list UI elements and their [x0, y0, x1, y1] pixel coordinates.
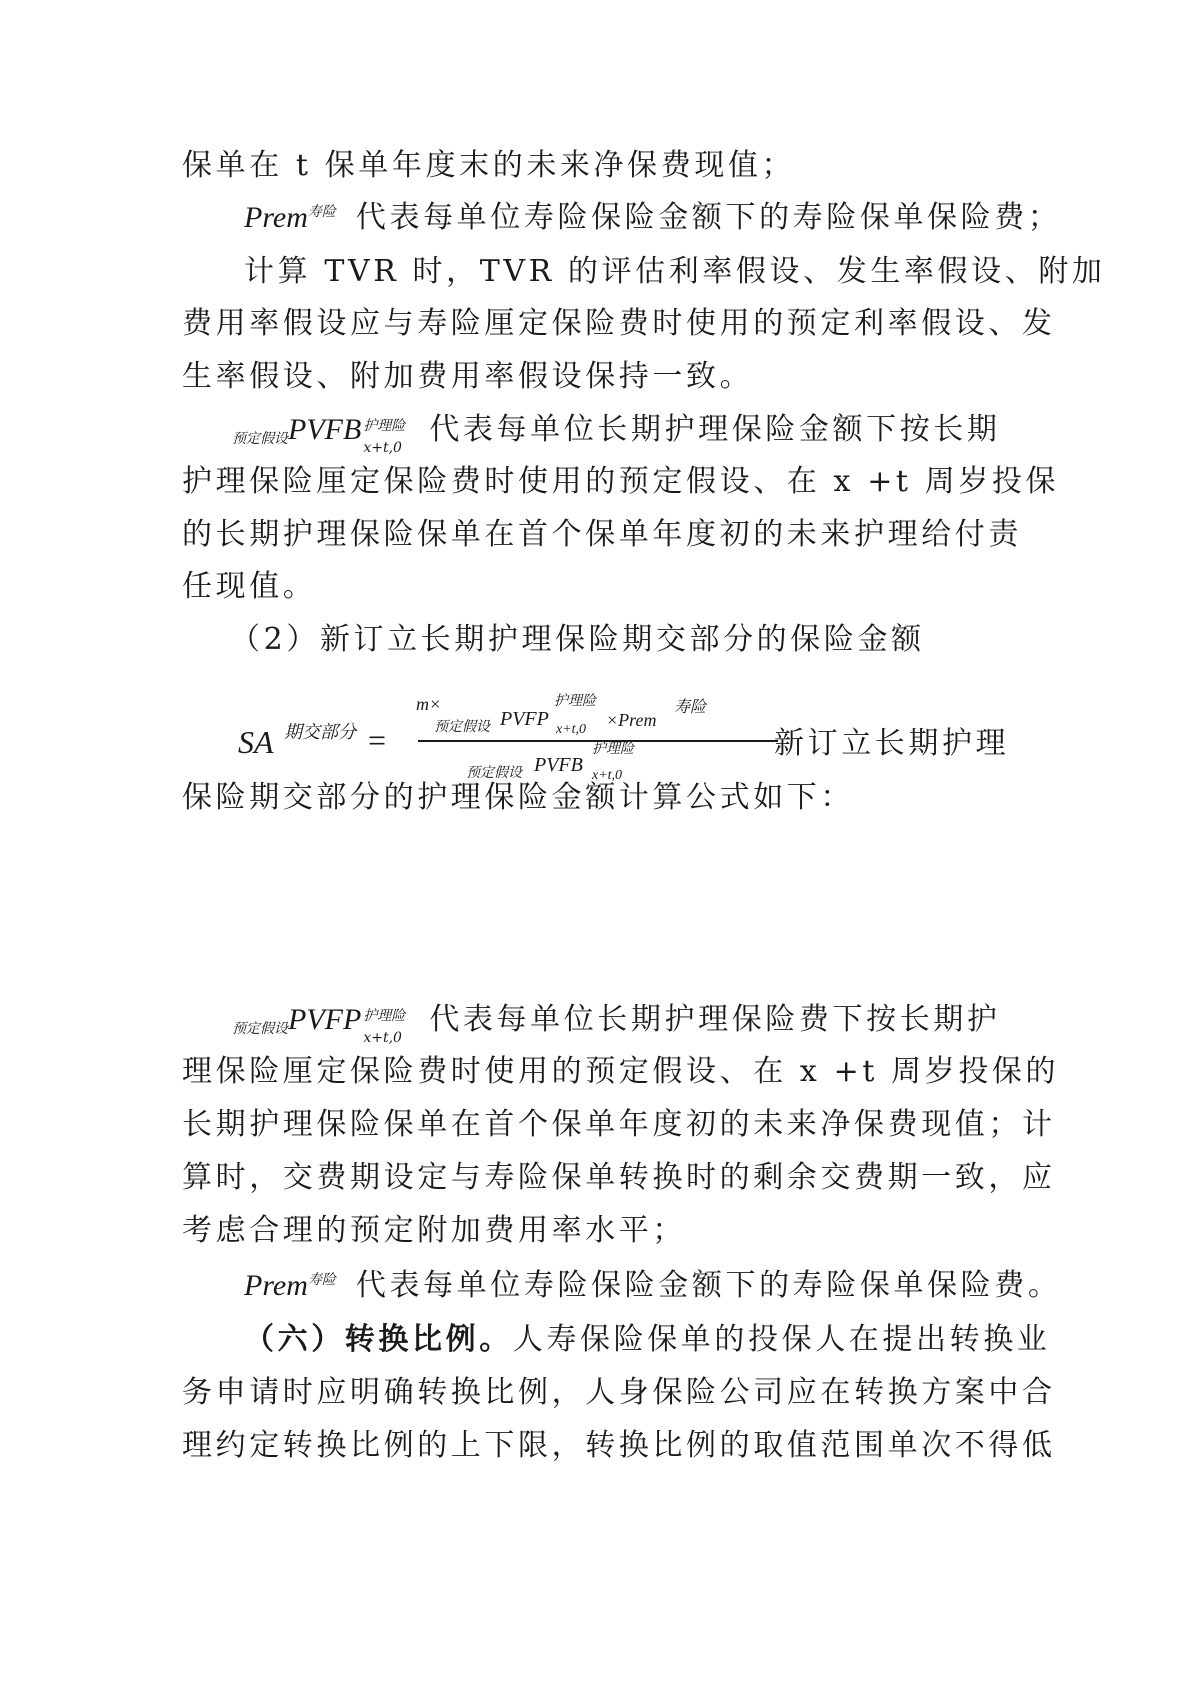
pvfp-subscript: x+t,0: [363, 1030, 402, 1046]
text-line: 计算 TVR 时，TVR 的评估利率假设、发生率假设、附加: [244, 254, 1106, 289]
prem-definition-2: [244, 1266, 1061, 1306]
text-line: 护理保险厘定保险费时使用的预定假设、在 x +t 周岁投保: [182, 464, 1060, 499]
formula-den-prefix: 预定假设: [466, 766, 522, 781]
formula-num-symbol: PVFP: [500, 708, 549, 730]
pvfb-description: 代表每单位长期护理保险金额下按长期: [429, 412, 1001, 447]
formula-num-m: m×: [416, 694, 442, 714]
text-line: 理保险厘定保险费时使用的预定假设、在 x +t 周岁投保的: [182, 1054, 1060, 1089]
sa-formula: [238, 686, 768, 784]
text-line: 算时，交费期设定与寿险保单转换时的剩余交费期一致，应: [182, 1160, 1056, 1195]
formula-lhs-superscript: 期交部分: [284, 722, 356, 742]
prem-superscript: 寿险: [307, 204, 336, 220]
pvfb-superscript: 护理险: [363, 418, 406, 434]
prem-symbol: Prem: [244, 1269, 308, 1302]
pvfp-description: 代表每单位长期护理保险费下按长期护: [429, 1002, 1001, 1037]
prem-superscript: 寿险: [307, 1272, 336, 1288]
text-line: 任现值。: [182, 569, 317, 604]
text-line: 务申请时应明确转换比例，人身保险公司应在转换方案中合: [182, 1375, 1056, 1410]
formula-den-symbol: PVFB: [534, 754, 583, 776]
text-line: 新订立长期护理: [774, 726, 1010, 761]
pvfb-symbol: PVFB: [288, 413, 362, 446]
formula-equals: =: [368, 722, 387, 758]
formula-den-superscript: 护理险: [592, 742, 634, 757]
pvfp-symbol: PVFP: [288, 1003, 362, 1036]
text-line: 考虑合理的预定附加费用率水平；: [182, 1213, 686, 1248]
formula-num-prem-superscript: 寿险: [674, 699, 707, 716]
text-line: 理约定转换比例的上下限，转换比例的取值范围单次不得低: [182, 1428, 1056, 1463]
text-line: 保单在 t 保单年度末的未来净保费现值；: [182, 148, 796, 183]
text-line: 费用率假设应与寿险厘定保险费时使用的预定利率假设、发: [182, 306, 1056, 341]
pvfb-prefix: 预定假设: [232, 431, 288, 447]
text-line: 长期护理保险保单在首个保单年度初的未来净保费现值；计: [182, 1107, 1056, 1142]
pvfp-prefix: 预定假设: [232, 1021, 288, 1037]
pvfp-definition: [232, 1000, 1001, 1049]
prem-definition: [244, 198, 1061, 238]
section-heading: （2）新订立长期护理保险期交部分的保险金额: [230, 622, 925, 657]
section-6-text: 人寿保险保单的投保人在提出转换业: [512, 1322, 1051, 1357]
pvfp-superscript: 护理险: [363, 1008, 406, 1024]
formula-num-superscript: 护理险: [554, 694, 596, 709]
formula-lhs: SA: [238, 724, 274, 760]
section-6-heading: （六）转换比例。: [244, 1322, 513, 1357]
prem-symbol: Prem: [244, 201, 308, 234]
text-line: 的长期护理保险保单在首个保单年度初的未来护理给付责: [182, 517, 1022, 552]
prem-description: 代表每单位寿险保险金额下的寿险保单保险费；: [355, 200, 1062, 235]
formula-num-subscript: x+t,0: [556, 722, 587, 737]
formula-num-times-prem: ×Prem: [606, 710, 657, 730]
section-6-line1: [244, 1320, 1050, 1360]
formula-num-prefix: 预定假设: [434, 720, 490, 735]
pvfb-definition: [232, 410, 1001, 459]
text-line: 生率假设、附加费用率假设保持一致。: [182, 359, 754, 394]
pvfb-subscript: x+t,0: [363, 440, 402, 456]
prem-description: 代表每单位寿险保险金额下的寿险保单保险费。: [355, 1268, 1062, 1303]
formula-den-subscript: x+t,0: [592, 768, 623, 783]
text-line: 保险期交部分的护理保险金额计算公式如下：: [182, 780, 854, 815]
